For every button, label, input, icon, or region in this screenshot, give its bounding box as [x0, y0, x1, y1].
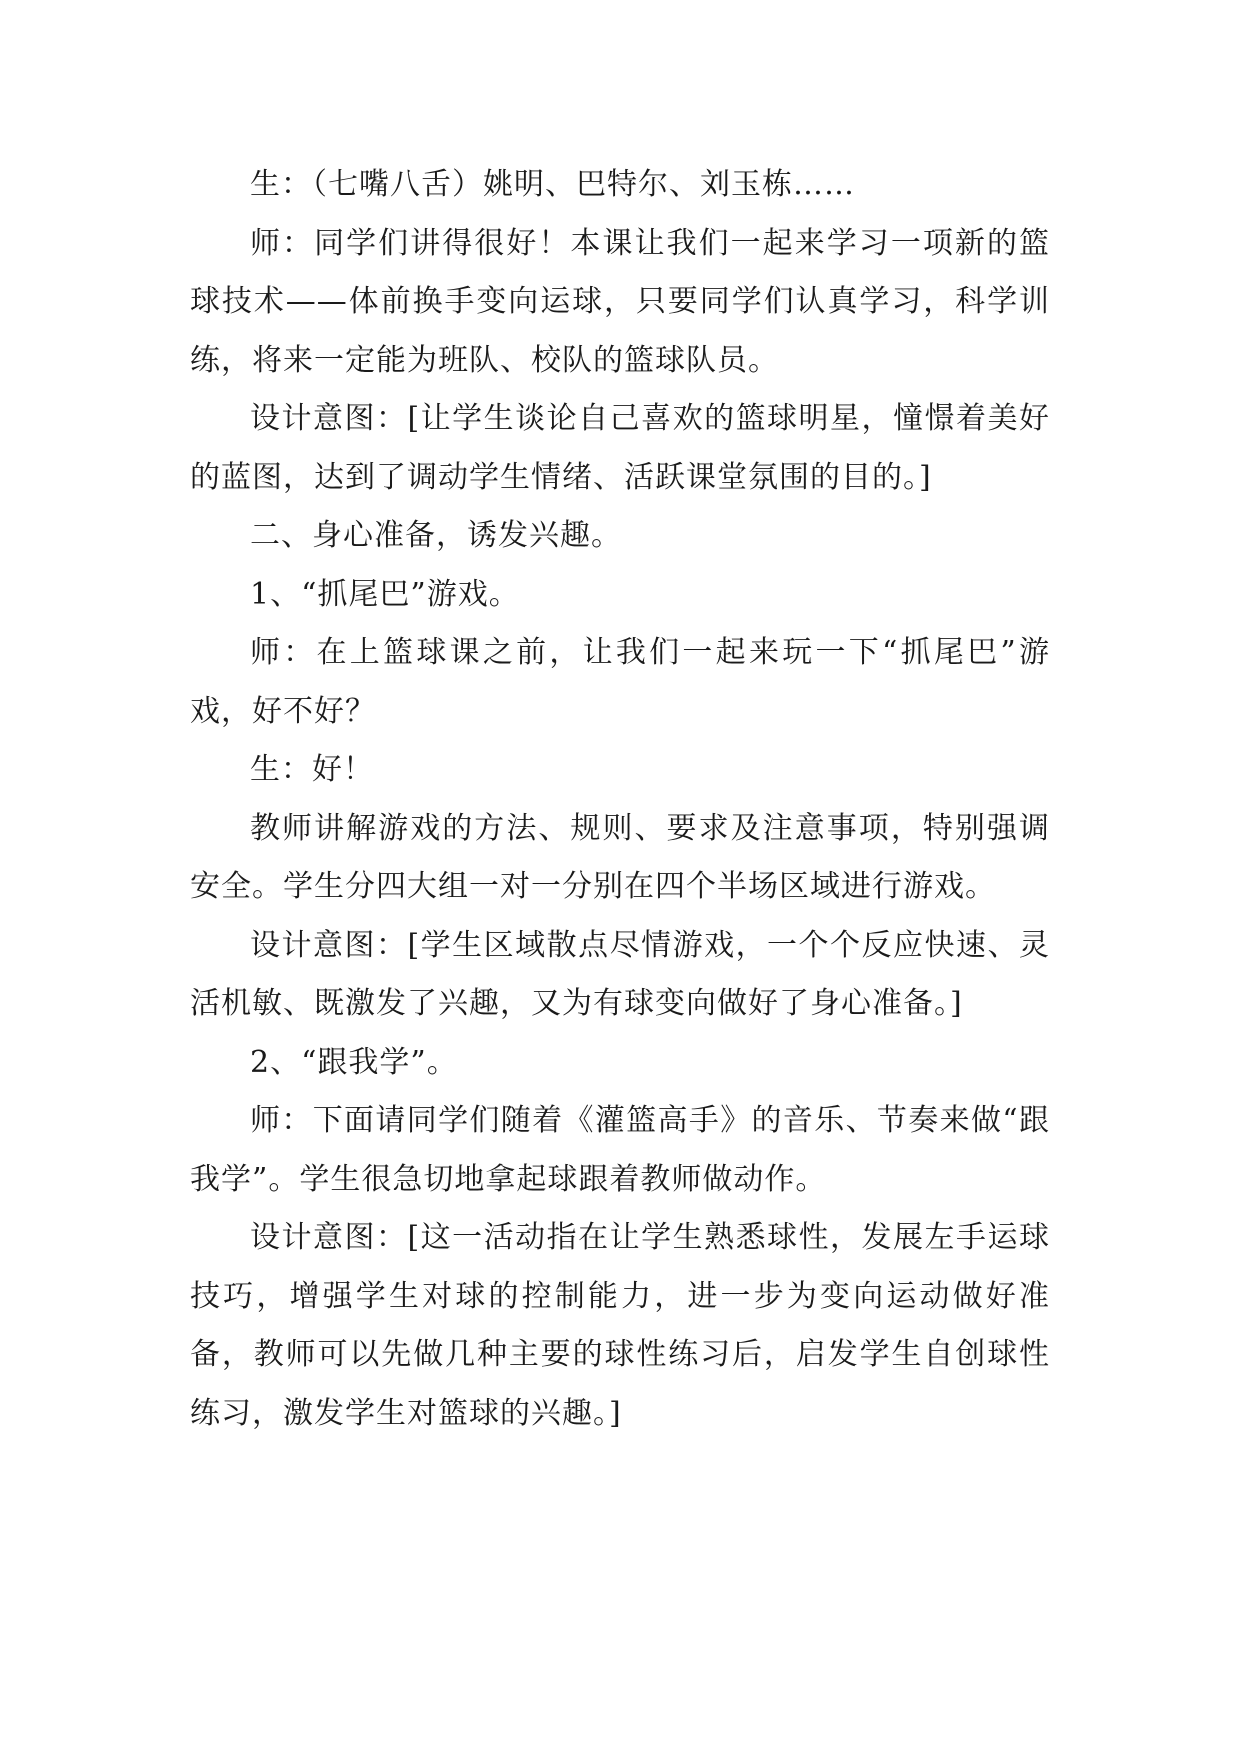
paragraph-game-rules: 教师讲解游戏的方法、规则、要求及注意事项，特别强调安全。学生分四大组一对一分别在四个半场区域进行游戏。 — [190, 810, 1050, 904]
paragraph-design-intent-3: 设计意图：[这一活动指在让学生熟悉球性，发展左手运球技巧，增强学生对球的控制能力，进一步为变向运动做好准备，教师可以先做几种主要的球性练习后，启发学生自创球性练习，激发学生对篮球的兴趣。] — [190, 1220, 1050, 1431]
subheading-game-1: 1、“抓尾巴”游戏。 — [250, 576, 520, 612]
paragraph-teacher-intro: 师：同学们讲得很好！本课让我们一起来学习一项新的篮球技术——体前换手变向运球，只要同学们认真学习，科学训练，将来一定能为班队、校队的篮球队员。 — [190, 225, 1050, 378]
section-heading-2: 二、身心准备，诱发兴趣。 — [250, 518, 622, 553]
subheading-game-2: 2、“跟我学”。 — [250, 1044, 458, 1080]
paragraph-student-reply: 生：好！ — [250, 752, 374, 787]
paragraph-design-intent-1: 设计意图：[让学生谈论自己喜欢的篮球明星，憧憬着美好的蓝图，达到了调动学生情绪、活跃课堂氛围的目的。] — [190, 401, 1050, 495]
paragraph-teacher-follow: 师：下面请同学们随着《灌篮高手》的音乐、节奏来做“跟我学”。学生很急切地拿起球跟着教师做动作。 — [190, 1103, 1050, 1197]
document-body — [190, 156, 1050, 1443]
paragraph-design-intent-2: 设计意图：[学生区域散点尽情游戏，一个个反应快速、灵活机敏、既激发了兴趣，又为有球变向做好了身心准备。] — [190, 927, 1050, 1021]
paragraph-teacher-game: 师：在上篮球课之前，让我们一起来玩一下“抓尾巴”游戏，好不好？ — [190, 635, 1050, 729]
paragraph-student-answer: 生：（七嘴八舌）姚明、巴特尔、刘玉栋…… — [250, 167, 855, 202]
